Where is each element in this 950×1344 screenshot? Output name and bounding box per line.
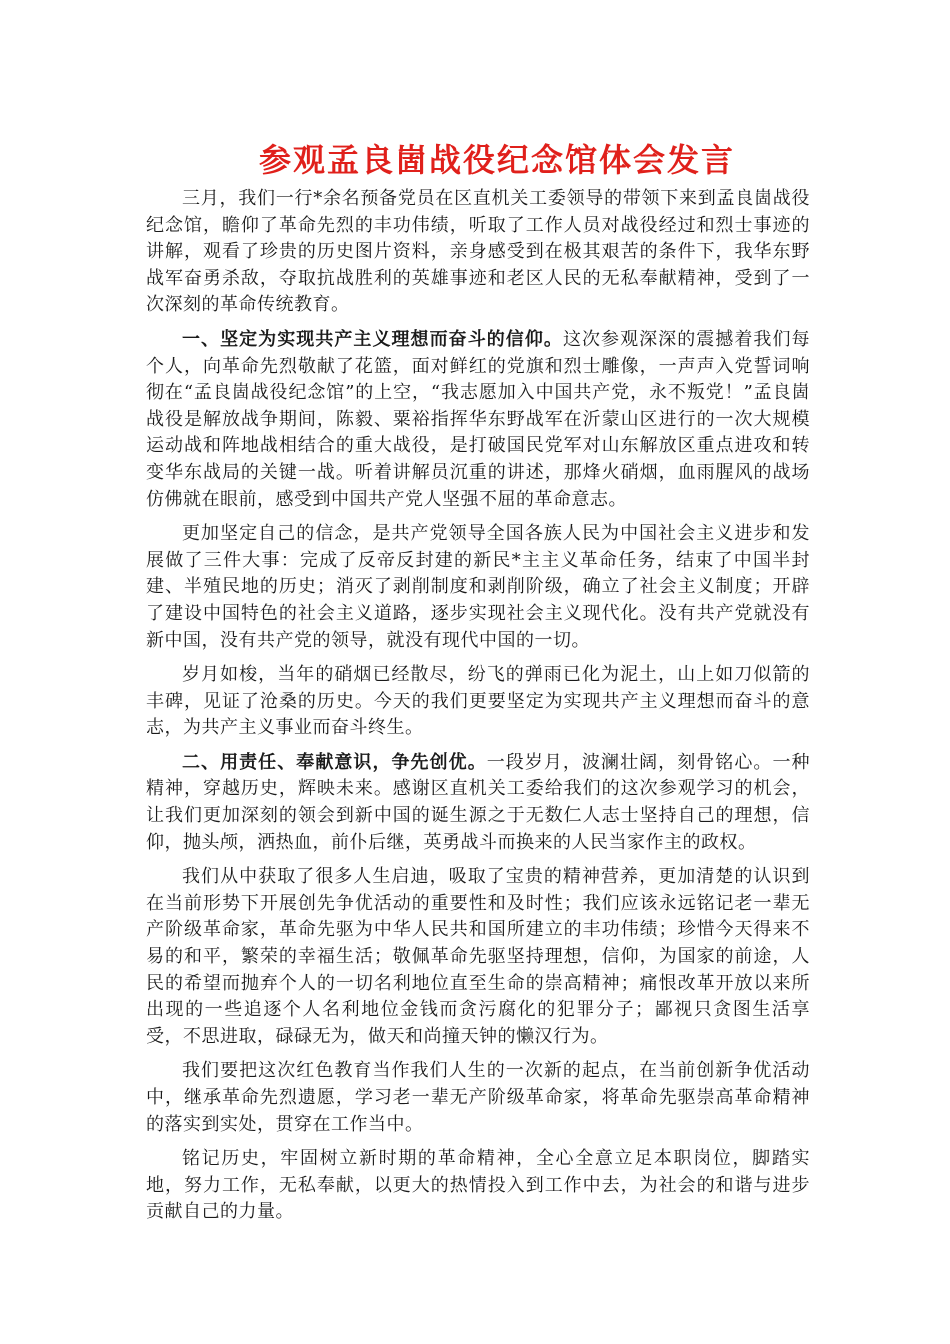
- section-two-heading: 二、用责任、奉献意识，争先创优。: [182, 751, 487, 773]
- paragraph-new-start: [146, 1058, 810, 1138]
- paragraph-inspiration: [146, 864, 810, 1050]
- paragraph-section-two: [146, 750, 810, 856]
- section-one-heading: 一、坚定为实现共产主义理想而奋斗的信仰。: [182, 328, 563, 350]
- paragraph-text: 这次参观深深的震撼着我们每个人，向革命先烈敬献了花篮，面对鲜红的党旗和烈士雕像，一声声入党誓词响彻在“孟良崮战役纪念馆”的上空，“我志愿加入中国共产党，永不叛党！”孟良崮战役是解放战争期间，陈毅、粟裕指挥华东野战军在沂蒙山区进行的一次大规模运动战和阵地战相结合的重大战役，是打破国民党军对山东解放区重点进攻和转变华东战局的关键一战。听着讲解员沉重的讲述，那烽火硝烟，血雨腥风的战场仿佛就在眼前，感受到中国共产党人坚强不屈的革命意志。: [146, 328, 810, 510]
- paragraph-text: 我们要把这次红色教育当作我们人生的一次新的起点，在当前创新争优活动中，继承革命先烈遗愿，学习老一辈无产阶级革命家，将革命先驱崇高革命精神的落实到实处，贯穿在工作当中。: [146, 1060, 810, 1135]
- paragraph-section-one: [146, 327, 810, 513]
- paragraph-closing: [146, 1146, 810, 1226]
- paragraph-text: 铭记历史，牢固树立新时期的革命精神，全心全意立足本职岗位，脚踏实地，努力工作，无私奉献，以更大的热情投入到工作中去，为社会的和谐与进步贡献自己的力量。: [146, 1148, 810, 1223]
- paragraph-text: 我们从中获取了很多人生启迪，吸取了宝贵的精神营养，更加清楚的认识到在当前形势下开展创先争优活动的重要性和及时性；我们应该永远铭记老一辈无产阶级革命家，革命先驱为中华人民共和国所建立的丰功伟绩；珍惜今天得来不易的和平，繁荣的幸福生活；敬佩革命先驱坚持理想，信仰，为国家的前途，人民的希望而抛弃个人的一切名利地位直至生命的崇高精神；痛恨改革开放以来所出现的一些追逐个人名利地位金钱而贪污腐化的犯罪分子；鄙视只贪图生活享受，不思进取，碌碌无为，做天和尚撞天钟的懒汉行为。: [146, 866, 810, 1047]
- paragraph-text: 三月，我们一行*余名预备党员在区直机关工委领导的带领下来到孟良崮战役纪念馆，瞻仰了革命先烈的丰功伟绩，听取了工作人员对战役经过和烈士事迹的讲解，观看了珍贵的历史图片资料，亲身感受到在极其艰苦的条件下，我华东野战军奋勇杀敌，夺取抗战胜利的英雄事迹和老区人民的无私奉献精神，受到了一次深刻的革命传统教育。: [146, 188, 810, 316]
- paragraph-text: 一段岁月，波澜壮阔，刻骨铭心。一种精神，穿越历史，辉映未来。感谢区直机关工委给我们的这次参观学习的机会，让我们更加深刻的领会到新中国的诞生源之于无数仁人志士坚持自己的理想，信仰，抛头颅，洒热血，前仆后继，英勇战斗而换来的人民当家作主的政权。: [146, 751, 810, 853]
- paragraph-text: 岁月如梭，当年的硝烟已经散尽，纷飞的弹雨已化为泥土，山上如刀似箭的丰碑，见证了沧桑的历史。今天的我们更要坚定为实现共产主义理想而奋斗的意志，为共产主义事业而奋斗终生。: [146, 664, 810, 739]
- document-page: [146, 128, 810, 1234]
- paragraph-text: 更加坚定自己的信念，是共产党领导全国各族人民为中国社会主义进步和发展做了三件大事：完成了反帝反封建的新民*主主义革命任务，结束了中国半封建、半殖民地的历史；消灭了剥削制度和剥削阶级，确立了社会主义制度；开辟了建设中国特色的社会主义道路，逐步实现社会主义现代化。没有共产党就没有新中国，没有共产党的领导，就没有现代中国的一切。: [146, 523, 810, 651]
- document-title: 参观孟良崮战役纪念馆体会发言: [258, 141, 735, 179]
- paragraph-years: [146, 662, 810, 742]
- paragraph-belief: [146, 521, 810, 654]
- paragraph-intro: [146, 186, 810, 319]
